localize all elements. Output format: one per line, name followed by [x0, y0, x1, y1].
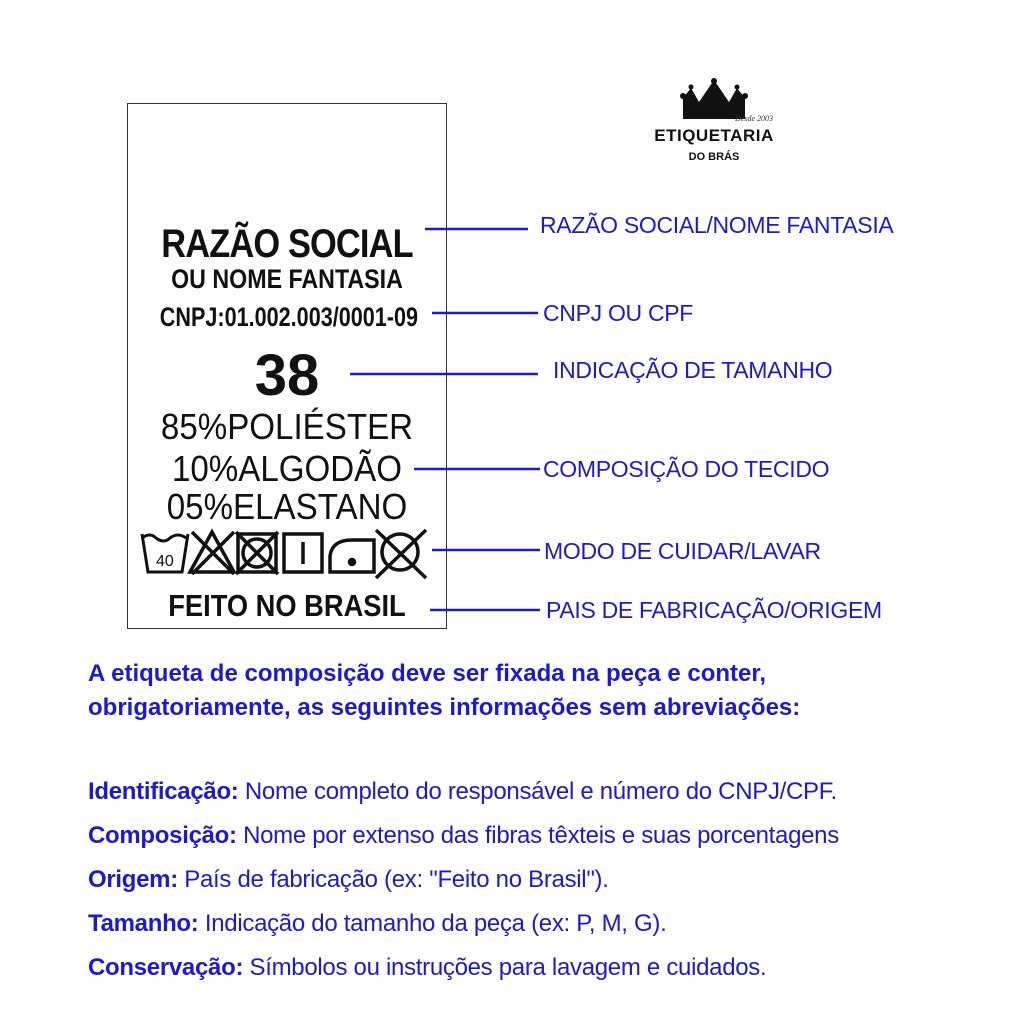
callout-care: MODO DE CUIDAR/LAVAR — [544, 538, 821, 564]
requirement-item — [88, 946, 988, 990]
requirement-desc: Símbolos ou instruções para lavagem e cuidados. — [243, 954, 767, 981]
label-fantasy-name: OU NOME FANTASIA — [171, 264, 403, 294]
requirement-item — [88, 770, 988, 814]
clothing-label — [127, 103, 447, 629]
callout-composition: COMPOSIÇÃO DO TECIDO — [543, 456, 830, 482]
no-dry-clean-icon — [376, 530, 426, 578]
requirements-list — [88, 770, 988, 990]
label-cnpj: CNPJ:01.002.003/0001-09 — [159, 302, 418, 332]
requirement-term: Conservação: — [88, 954, 244, 981]
requirement-term: Composição: — [88, 822, 237, 849]
logo-subtitle: DO BRÁS — [688, 151, 740, 163]
intro-paragraph: A etiqueta de composição deve ser fixada na peça e conter, obrigatoriamente, as seguintes informações sem abreviações: — [88, 660, 801, 721]
iron-low-icon — [330, 540, 374, 572]
label-company-name: RAZÃO SOCIAL — [161, 222, 413, 266]
requirement-term: Tamanho: — [88, 910, 199, 937]
label-composition-line: 10%ALGODÃO — [171, 448, 403, 489]
requirement-item — [88, 858, 988, 902]
requirement-desc: Indicação do tamanho da peça (ex: P, M, G). — [198, 910, 667, 937]
care-symbols — [138, 524, 438, 584]
requirement-desc: Nome completo do responsável e número do CNPJ/CPF. — [238, 778, 837, 805]
label-composition-line: 85%POLIÉSTER — [160, 406, 414, 447]
wash-temp: 40 — [156, 553, 174, 570]
no-tumble-dry-icon — [236, 532, 278, 574]
requirement-desc: País de fabricação (ex: "Feito no Brasil"). — [177, 866, 609, 893]
requirement-desc: Nome por extenso das fibras têxteis e suas porcentagens — [236, 822, 839, 849]
callout-company: RAZÃO SOCIAL/NOME FANTASIA — [540, 212, 894, 238]
brand-logo — [643, 78, 785, 168]
callout-origin: PAIS DE FABRICAÇÃO/ORIGEM — [546, 597, 882, 623]
logo-name: ETIQUETARIA — [654, 126, 774, 145]
requirement-item — [88, 814, 988, 858]
drip-dry-icon — [284, 534, 322, 572]
requirement-term: Origem: — [88, 866, 178, 893]
label-origin: FEITO NO BRASIL — [168, 588, 406, 623]
no-bleach-icon — [190, 532, 234, 574]
label-composition-line: 05%ELASTANO — [166, 486, 408, 527]
label-size: 38 — [254, 343, 320, 408]
callout-cnpj: CNPJ OU CPF — [543, 300, 694, 326]
wash-40-icon — [142, 534, 188, 572]
callout-size: INDICAÇÃO DE TAMANHO — [553, 357, 833, 383]
logo-since: Desde 2003 — [735, 114, 773, 123]
requirement-term: Identificação: — [88, 778, 239, 805]
requirement-item — [88, 902, 988, 946]
